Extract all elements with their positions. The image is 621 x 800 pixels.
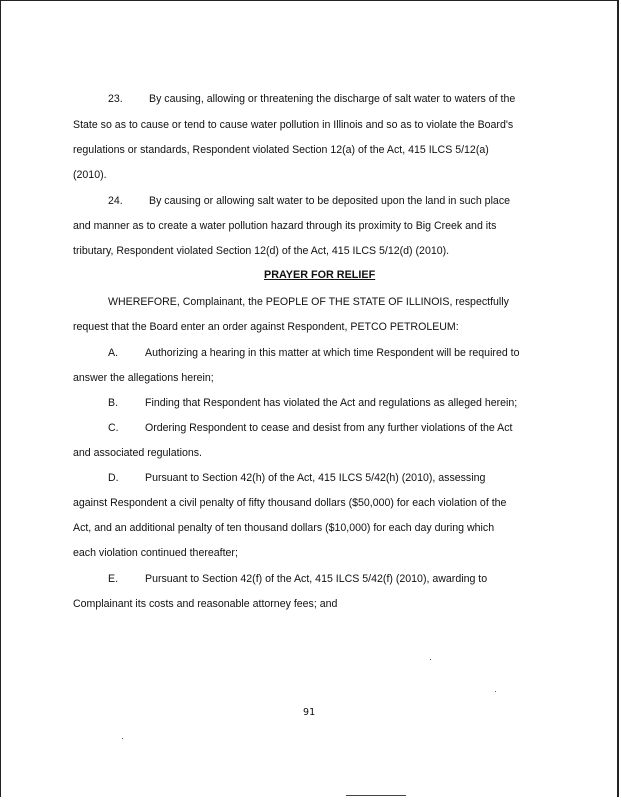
item-a-line-2: answer the allegations herein; [73,372,214,384]
item-e-line-2: Complainant its costs and reasonable attorney fees; and [73,598,338,610]
item-d-line-2: against Respondent a civil penalty of fifty thousand dollars ($50,000) for each violation of the [73,497,507,509]
paragraph-23-line-3: regulations or standards, Respondent violated Section 12(a) of the Act, 415 ILCS 5/12(a) [73,144,489,156]
item-d-line-1: Pursuant to Section 42(h) of the Act, 415 ILCS 5/42(h) (2010), assessing [145,472,486,484]
item-a-letter: A. [108,347,119,359]
item-a-line-1: Authorizing a hearing in this matter at which time Respondent will be required to [145,347,520,359]
paragraph-24-line-2: and manner as to create a water pollution hazard through its proximity to Big Creek and its [73,220,497,232]
item-e-letter: E. [108,573,119,585]
item-c-line-1: Ordering Respondent to cease and desist from any further violations of the Act [145,422,513,434]
item-e-line-1: Pursuant to Section 42(f) of the Act, 415 ILCS 5/42(f) (2010), awarding to [145,573,488,585]
prayer-for-relief-heading: PRAYER FOR RELIEF [264,269,376,281]
paragraph-24-line-3: tributary, Respondent violated Section 12(d) of the Act, 415 ILCS 5/12(d) (2010). [73,245,450,257]
wherefore-line-1: WHEREFORE, Complainant, the PEOPLE OF THE STATE OF ILLINOIS, respectfully [108,296,509,308]
item-c-letter: C. [108,422,119,434]
item-b-line-1: Finding that Respondent has violated the Act and regulations as alleged herein; [145,397,518,409]
paragraph-23-line-1: By causing, allowing or threatening the discharge of salt water to waters of the [149,93,516,105]
paragraph-24-line-1: By causing or allowing salt water to be deposited upon the land in such place [149,195,511,207]
scan-speck [495,691,496,692]
item-b-letter: B. [108,397,119,409]
scan-speck [122,738,123,739]
page-number: 91 [303,707,316,718]
item-d-letter: D. [108,472,119,484]
paragraph-23-line-2: State so as to cause or tend to cause water pollution in Illinois and so as to violate the Board's [73,119,514,131]
item-d-line-4: each violation continued thereafter; [73,547,238,559]
item-c-line-2: and associated regulations. [73,447,202,459]
scan-speck [430,659,431,660]
paragraph-number-24: 24. [108,195,123,207]
paragraph-number-23: 23. [108,93,123,105]
item-d-line-3: Act, and an additional penalty of ten thousand dollars ($10,000) for each day during which [73,522,495,534]
bottom-scan-mark [346,795,406,796]
wherefore-line-2: request that the Board enter an order against Respondent, PETCO PETROLEUM: [73,321,459,333]
paragraph-23-line-4: (2010). [73,169,107,181]
